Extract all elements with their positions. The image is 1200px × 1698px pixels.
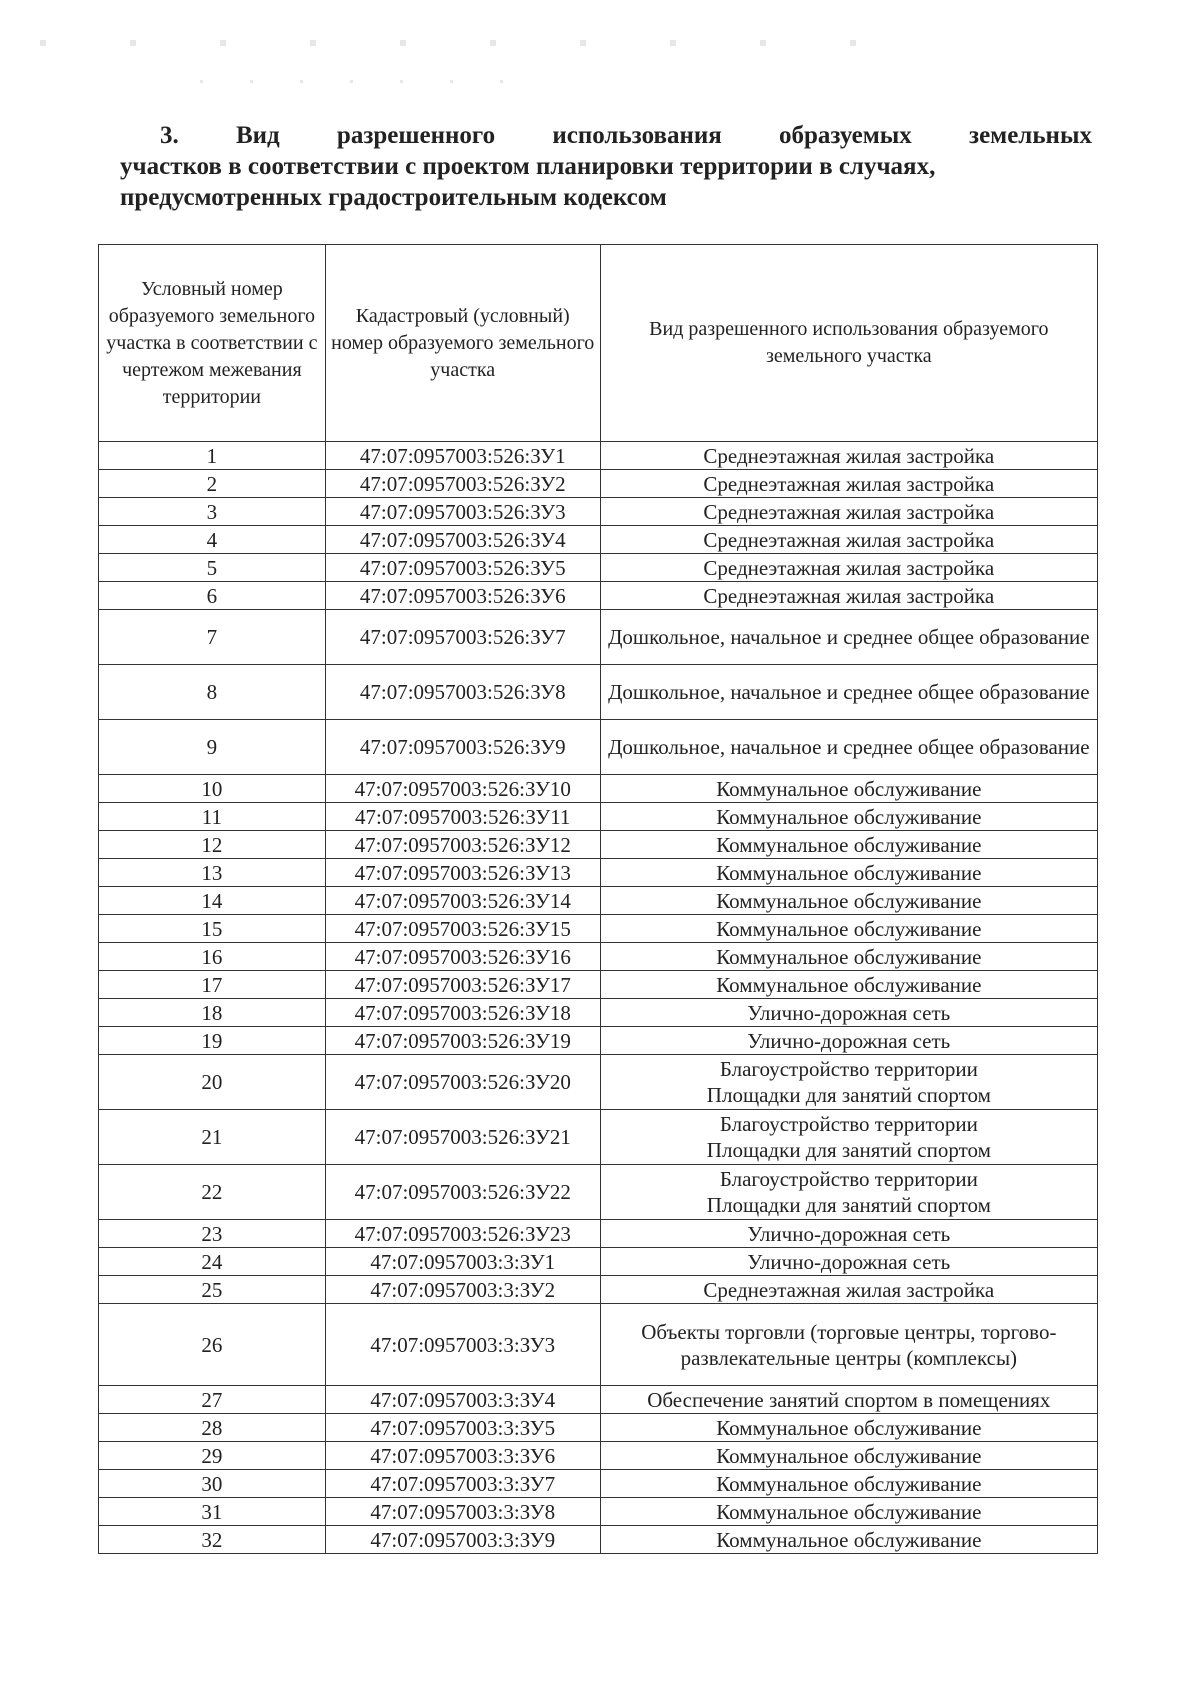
plot-number-cell: 15 <box>99 915 326 943</box>
heading-word: Вид <box>235 122 280 149</box>
table-row <box>99 1526 1098 1554</box>
permitted-use-cell: Коммунальное обслуживание <box>600 971 1097 999</box>
plot-number-cell: 3 <box>99 498 326 526</box>
cadastral-number-cell: 47:07:0957003:3:ЗУ5 <box>325 1414 600 1442</box>
cadastral-number-cell: 47:07:0957003:3:ЗУ8 <box>325 1498 600 1526</box>
plot-number-cell: 24 <box>99 1248 326 1276</box>
heading-number: 3. <box>160 122 179 149</box>
plot-number-cell: 22 <box>99 1165 326 1220</box>
table-row <box>99 526 1098 554</box>
plot-number-cell: 19 <box>99 1027 326 1055</box>
plot-number-cell: 8 <box>99 665 326 720</box>
plot-number-cell: 26 <box>99 1304 326 1386</box>
table-row <box>99 1386 1098 1414</box>
plot-number-cell: 13 <box>99 859 326 887</box>
plot-number-cell: 31 <box>99 1498 326 1526</box>
table-row <box>99 1220 1098 1248</box>
cadastral-number-cell: 47:07:0957003:526:ЗУ3 <box>325 498 600 526</box>
plot-number-cell: 20 <box>99 1055 326 1110</box>
cadastral-number-cell: 47:07:0957003:3:ЗУ6 <box>325 1442 600 1470</box>
heading-word: земельных <box>969 122 1092 149</box>
table-row <box>99 442 1098 470</box>
heading-word: использования <box>552 122 722 149</box>
cadastral-number-cell: 47:07:0957003:526:ЗУ18 <box>325 999 600 1027</box>
permitted-use-cell: Коммунальное обслуживание <box>600 1526 1097 1554</box>
permitted-use-cell: Среднеэтажная жилая застройка <box>600 1276 1097 1304</box>
cadastral-number-cell: 47:07:0957003:526:ЗУ14 <box>325 887 600 915</box>
plot-number-cell: 21 <box>99 1110 326 1165</box>
permitted-use-cell: Коммунальное обслуживание <box>600 1414 1097 1442</box>
table-row <box>99 887 1098 915</box>
permitted-use-cell: Среднеэтажная жилая застройка <box>600 498 1097 526</box>
cadastral-number-cell: 47:07:0957003:526:ЗУ5 <box>325 554 600 582</box>
table-row <box>99 999 1098 1027</box>
cadastral-number-cell: 47:07:0957003:526:ЗУ20 <box>325 1055 600 1110</box>
cadastral-number-cell: 47:07:0957003:526:ЗУ16 <box>325 943 600 971</box>
plot-number-cell: 32 <box>99 1526 326 1554</box>
cadastral-number-cell: 47:07:0957003:526:ЗУ13 <box>325 859 600 887</box>
permitted-use-cell: Коммунальное обслуживание <box>600 887 1097 915</box>
table-row <box>99 971 1098 999</box>
section-heading <box>160 120 1092 151</box>
table-row <box>99 859 1098 887</box>
permitted-use-cell: Улично-дорожная сеть <box>600 1220 1097 1248</box>
permitted-use-cell: Среднеэтажная жилая застройка <box>600 526 1097 554</box>
plot-number-cell: 7 <box>99 610 326 665</box>
heading-line-3: предусмотренных градостроительным кодексом <box>120 184 667 211</box>
cadastral-number-cell: 47:07:0957003:526:ЗУ10 <box>325 775 600 803</box>
table-row <box>99 1248 1098 1276</box>
table-row <box>99 470 1098 498</box>
cadastral-number-cell: 47:07:0957003:526:ЗУ22 <box>325 1165 600 1220</box>
scan-artifact-secondary <box>200 80 520 83</box>
plot-number-cell: 11 <box>99 803 326 831</box>
cadastral-number-cell: 47:07:0957003:526:ЗУ6 <box>325 582 600 610</box>
table-row <box>99 1470 1098 1498</box>
permitted-use-cell: Среднеэтажная жилая застройка <box>600 554 1097 582</box>
permitted-use-cell: Коммунальное обслуживание <box>600 915 1097 943</box>
plot-number-cell: 4 <box>99 526 326 554</box>
permitted-use-cell: Коммунальное обслуживание <box>600 803 1097 831</box>
header-cadastral-number: Кадастровый (условный) номер образуемого земельного участка <box>325 245 600 442</box>
cadastral-number-cell: 47:07:0957003:3:ЗУ4 <box>325 1386 600 1414</box>
plot-number-cell: 29 <box>99 1442 326 1470</box>
table-row <box>99 1414 1098 1442</box>
cadastral-number-cell: 47:07:0957003:526:ЗУ19 <box>325 1027 600 1055</box>
cadastral-number-cell: 47:07:0957003:3:ЗУ7 <box>325 1470 600 1498</box>
plot-number-cell: 18 <box>99 999 326 1027</box>
table-header-row <box>99 245 1098 442</box>
cadastral-number-cell: 47:07:0957003:526:ЗУ7 <box>325 610 600 665</box>
table-row <box>99 1165 1098 1220</box>
land-plots-table <box>98 244 1098 1554</box>
heading-word: разрешенного <box>336 122 496 149</box>
cadastral-number-cell: 47:07:0957003:526:ЗУ17 <box>325 971 600 999</box>
table-row <box>99 1110 1098 1165</box>
table-row <box>99 582 1098 610</box>
table-row <box>99 665 1098 720</box>
table-row <box>99 1055 1098 1110</box>
cadastral-number-cell: 47:07:0957003:526:ЗУ9 <box>325 720 600 775</box>
table-row <box>99 1027 1098 1055</box>
permitted-use-cell: Улично-дорожная сеть <box>600 999 1097 1027</box>
table-row <box>99 803 1098 831</box>
table-row <box>99 610 1098 665</box>
table-row <box>99 1276 1098 1304</box>
scan-artifact-top <box>40 40 940 46</box>
cadastral-number-cell: 47:07:0957003:526:ЗУ12 <box>325 831 600 859</box>
plot-number-cell: 2 <box>99 470 326 498</box>
table-body <box>99 442 1098 1554</box>
cadastral-number-cell: 47:07:0957003:526:ЗУ21 <box>325 1110 600 1165</box>
permitted-use-cell: Коммунальное обслуживание <box>600 1442 1097 1470</box>
permitted-use-cell: Коммунальное обслуживание <box>600 859 1097 887</box>
plot-number-cell: 25 <box>99 1276 326 1304</box>
plot-number-cell: 28 <box>99 1414 326 1442</box>
table-row <box>99 720 1098 775</box>
plot-number-cell: 10 <box>99 775 326 803</box>
permitted-use-cell: Обеспечение занятий спортом в помещениях <box>600 1386 1097 1414</box>
header-plot-number: Условный номер образуемого земельного участка в соответствии с чертежом межевания территории <box>99 245 326 442</box>
permitted-use-cell: Дошкольное, начальное и среднее общее образование <box>600 720 1097 775</box>
table-row <box>99 1498 1098 1526</box>
permitted-use-cell: Среднеэтажная жилая застройка <box>600 582 1097 610</box>
header-permitted-use: Вид разрешенного использования образуемого земельного участка <box>600 245 1097 442</box>
cadastral-number-cell: 47:07:0957003:526:ЗУ2 <box>325 470 600 498</box>
plot-number-cell: 17 <box>99 971 326 999</box>
plot-number-cell: 16 <box>99 943 326 971</box>
permitted-use-cell: Среднеэтажная жилая застройка <box>600 470 1097 498</box>
table-row <box>99 915 1098 943</box>
section-heading-continued <box>120 151 1092 213</box>
permitted-use-cell: Коммунальное обслуживание <box>600 943 1097 971</box>
cadastral-number-cell: 47:07:0957003:526:ЗУ8 <box>325 665 600 720</box>
cadastral-number-cell: 47:07:0957003:3:ЗУ1 <box>325 1248 600 1276</box>
permitted-use-cell: Коммунальное обслуживание <box>600 1470 1097 1498</box>
heading-line-1 <box>160 120 1092 151</box>
permitted-use-cell: Коммунальное обслуживание <box>600 831 1097 859</box>
plot-number-cell: 6 <box>99 582 326 610</box>
permitted-use-cell: Коммунальное обслуживание <box>600 1498 1097 1526</box>
cadastral-number-cell: 47:07:0957003:3:ЗУ9 <box>325 1526 600 1554</box>
table-row <box>99 1442 1098 1470</box>
permitted-use-cell: Дошкольное, начальное и среднее общее образование <box>600 665 1097 720</box>
plot-number-cell: 9 <box>99 720 326 775</box>
permitted-use-cell: Среднеэтажная жилая застройка <box>600 442 1097 470</box>
plot-number-cell: 1 <box>99 442 326 470</box>
heading-word: образуемых <box>779 122 912 149</box>
table-row <box>99 943 1098 971</box>
cadastral-number-cell: 47:07:0957003:526:ЗУ23 <box>325 1220 600 1248</box>
permitted-use-cell: Благоустройство территории Площадки для занятий спортом <box>600 1165 1097 1220</box>
permitted-use-cell: Благоустройство территории Площадки для занятий спортом <box>600 1110 1097 1165</box>
table-row <box>99 554 1098 582</box>
cadastral-number-cell: 47:07:0957003:3:ЗУ2 <box>325 1276 600 1304</box>
permitted-use-cell: Улично-дорожная сеть <box>600 1248 1097 1276</box>
table-row <box>99 775 1098 803</box>
table-row <box>99 498 1098 526</box>
cadastral-number-cell: 47:07:0957003:526:ЗУ15 <box>325 915 600 943</box>
cadastral-number-cell: 47:07:0957003:526:ЗУ1 <box>325 442 600 470</box>
plot-number-cell: 12 <box>99 831 326 859</box>
table-row <box>99 1304 1098 1386</box>
plot-number-cell: 5 <box>99 554 326 582</box>
cadastral-number-cell: 47:07:0957003:526:ЗУ11 <box>325 803 600 831</box>
permitted-use-cell: Улично-дорожная сеть <box>600 1027 1097 1055</box>
plot-number-cell: 30 <box>99 1470 326 1498</box>
cadastral-number-cell: 47:07:0957003:3:ЗУ3 <box>325 1304 600 1386</box>
permitted-use-cell: Дошкольное, начальное и среднее общее образование <box>600 610 1097 665</box>
permitted-use-cell: Объекты торговли (торговые центры, торгово-развлекательные центры (комплексы) <box>600 1304 1097 1386</box>
table-row <box>99 831 1098 859</box>
permitted-use-cell: Благоустройство территории Площадки для занятий спортом <box>600 1055 1097 1110</box>
plot-number-cell: 27 <box>99 1386 326 1414</box>
plot-number-cell: 14 <box>99 887 326 915</box>
heading-line-2: участков в соответствии с проектом планировки территории в случаях, <box>120 153 936 180</box>
permitted-use-cell: Коммунальное обслуживание <box>600 775 1097 803</box>
plot-number-cell: 23 <box>99 1220 326 1248</box>
cadastral-number-cell: 47:07:0957003:526:ЗУ4 <box>325 526 600 554</box>
